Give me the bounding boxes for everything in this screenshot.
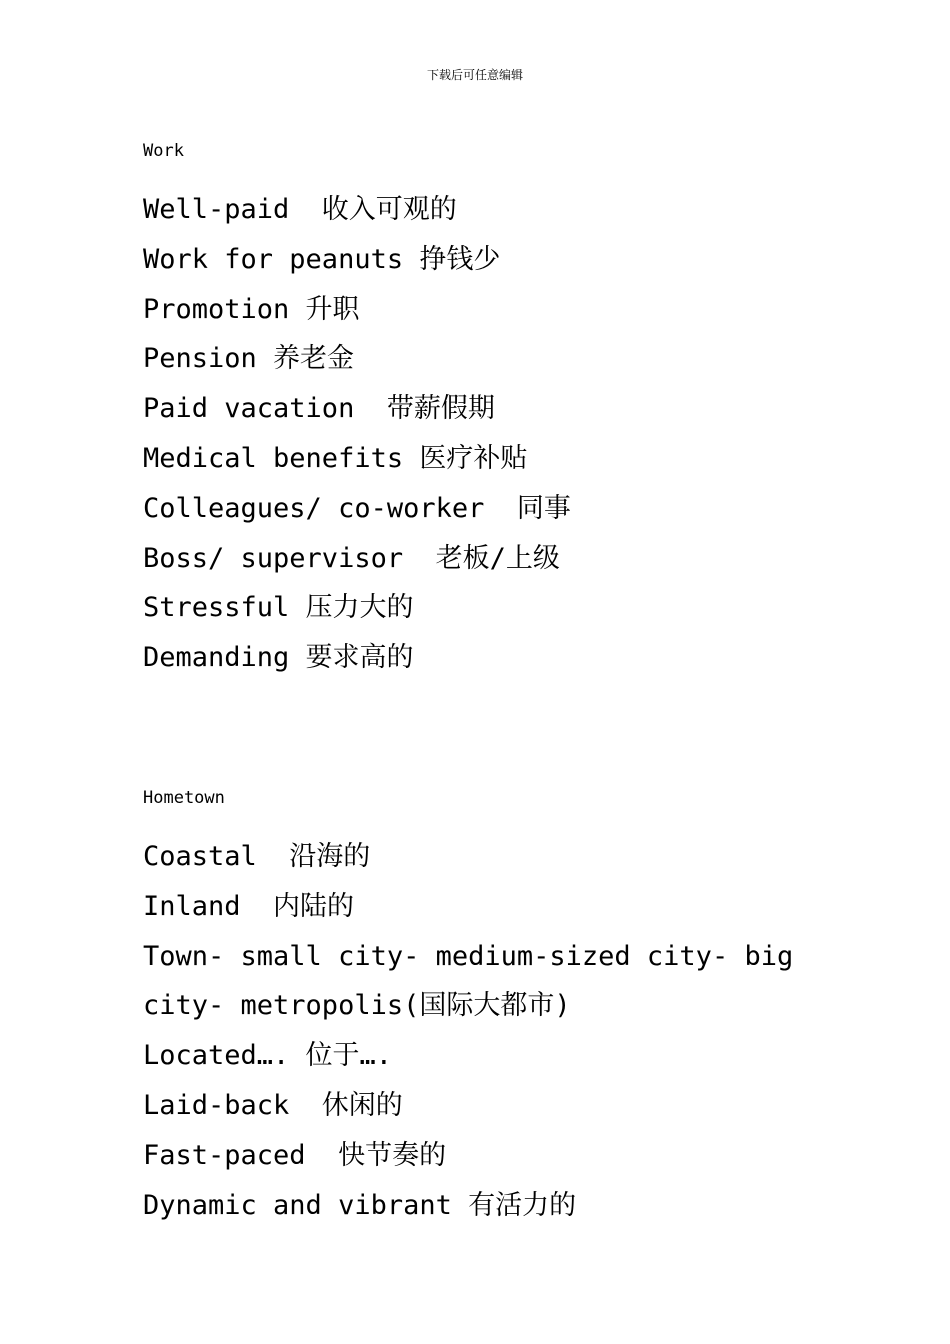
section-hometown bbox=[143, 787, 823, 1230]
page-header: 下载后可任意编辑 bbox=[426, 68, 523, 82]
term-dynamic-vibrant: Dynamic and vibrant 有活力的 bbox=[143, 1189, 577, 1221]
work-term-list bbox=[143, 185, 823, 683]
term-inland: Inland 内陆的 bbox=[143, 890, 355, 922]
term-colleagues: Colleagues/ co-worker 同事 bbox=[143, 492, 571, 524]
hometown-term-list bbox=[143, 832, 823, 1230]
term-laid-back: Laid-back 休闲的 bbox=[143, 1089, 403, 1121]
term-boss: Boss/ supervisor 老板/上级 bbox=[143, 542, 560, 574]
term-stressful: Stressful 压力大的 bbox=[143, 592, 414, 624]
section-title-work: Work bbox=[143, 141, 184, 161]
term-coastal: Coastal 沿海的 bbox=[143, 841, 371, 872]
term-well-paid: Well-paid 收入可观的 bbox=[143, 194, 457, 225]
term-fast-paced: Fast-paced 快节奏的 bbox=[143, 1139, 447, 1171]
term-pension: Pension 养老金 bbox=[143, 343, 355, 375]
term-located: Located…. 位于…. bbox=[143, 1040, 393, 1072]
term-medical-benefits: Medical benefits 医疗补贴 bbox=[143, 442, 528, 474]
term-demanding: Demanding 要求高的 bbox=[143, 642, 414, 674]
term-city-sizes: Town- small city- medium-sized city- big city- metropolis(国际大都市) bbox=[143, 940, 810, 1022]
term-paid-vacation: Paid vacation 带薪假期 bbox=[143, 393, 495, 425]
section-work bbox=[143, 140, 823, 683]
term-work-for-peanuts: Work for peanuts 挣钱少 bbox=[143, 243, 501, 275]
section-title-hometown: Hometown bbox=[143, 788, 225, 808]
term-promotion: Promotion 升职 bbox=[143, 293, 360, 325]
